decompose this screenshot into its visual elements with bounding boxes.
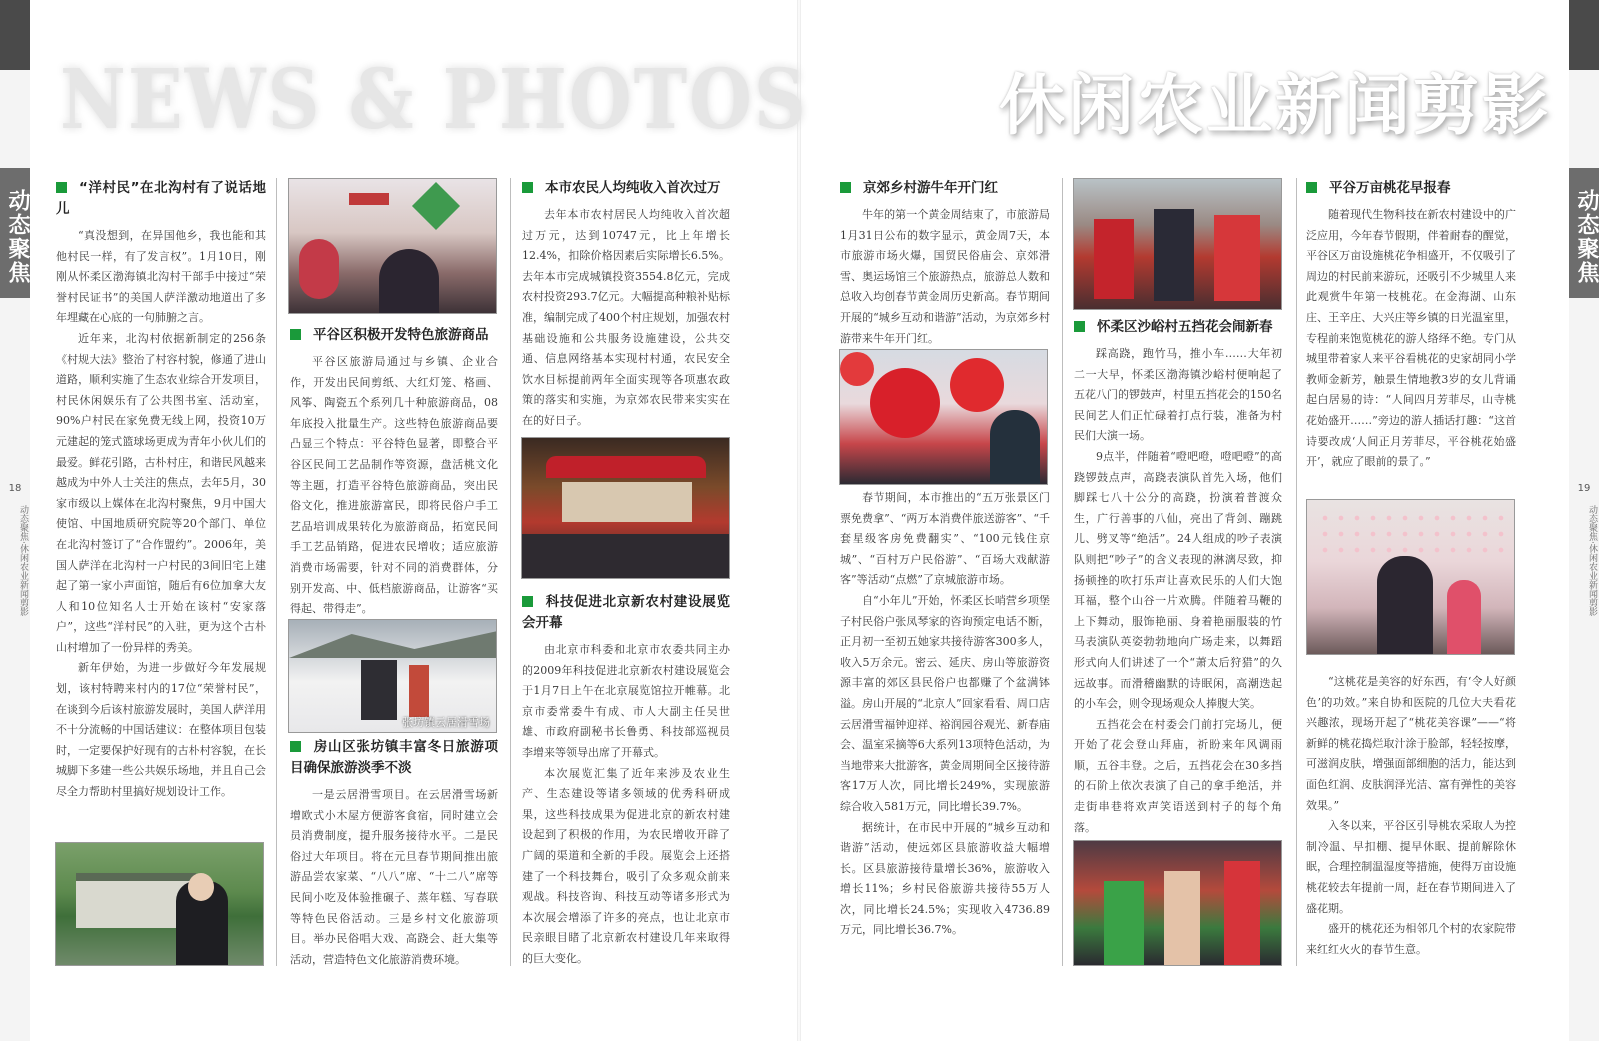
photo-face-shape xyxy=(188,873,214,901)
paragraph: 据统计，在市民中开展的“城乡互动和谐游”活动，使远郊区县旅游收益大幅增长。区县旅游接待量增长36%，旅游收入增长11%；乡村民俗旅游共接待55万人次，同比增长24.5%；实现收入4736.89万元，同比增长36.7%。 xyxy=(840,820,1050,937)
sidebar-top-block xyxy=(0,0,30,70)
bullet-square-icon xyxy=(1074,321,1085,332)
paragraph: 近年来，北沟村依据新制定的256条《村规大法》整治了村容村貌，修通了进山道路，顺利实施了生态农业综合开发项目，村民休闲娱乐有了公共图书室、活动室，90%户村民在家免费无线上网，投资10万元建起的笼式篮球场更成为青年小伙儿们的最爱。鲜花引路，古朴村庄，和谐民风越来越成为中外人士关注的焦点，去年5月，30家市级以上媒体在北沟村聚焦，9月中国大使馆、中国地质研究院等20个部门、单位在北沟村签订了“合作盟约”。2006年，美国人萨洋在北沟村一户村民的3间旧宅上建起了第一家小声面馆，随后有6位加拿大友人和10位知名人士开始在该村“安家落户”，这些“洋村民”的入驻，更为这个古朴山村增加了一份异样的秀美。 xyxy=(56,331,266,654)
photo-performer-shape xyxy=(1164,871,1200,966)
photo-person-shape xyxy=(990,410,1040,485)
bullet-square-icon xyxy=(56,182,67,193)
photo-sign-shape xyxy=(546,456,706,478)
running-title-right: 动态聚焦·休闲农业新闻剪影 xyxy=(1587,505,1597,616)
section-tab-left: 动态聚焦 xyxy=(0,168,30,298)
headline-text: 平谷区积极开发特色旅游商品 xyxy=(313,327,489,343)
column-divider xyxy=(1062,178,1063,966)
photo-peach-blossom xyxy=(1306,499,1515,655)
photo-stilt-performers xyxy=(1073,840,1282,966)
paragraph: 踩高跷，跑竹马，推小车……大年初二一大早，怀柔区渤海镇沙峪村便响起了五花八门的锣鼓声，村里五挡花会的150名民间艺人们正忙碌着打点行装，准备为村民们大演一场。 xyxy=(1074,347,1282,443)
photo-child-shape xyxy=(1447,580,1481,655)
bullet-square-icon xyxy=(290,741,301,752)
photo-lantern-shape xyxy=(870,368,940,438)
paragraph: 一是云居滑雪项目。在云居滑雪场新增欧式小木屋方便游客食宿，同时建立会员消费制度，提升服务接待水平。二是民俗过大年项目。将在元旦春节期间推出旅游品尝农家菜、“八八”席、“十二八”席等民间小吃及体验推碾子、蒸年糕、写春联等特色民俗活动。三是乡村文化旅游项目。举办民俗唱大戏、高跷会、赶大集等活动，营造特色文化旅游消费环境。 xyxy=(290,788,498,966)
article-shayu-festival xyxy=(1074,315,1282,838)
headline-text: “洋村民”在北沟村有了说话地儿 xyxy=(56,180,266,217)
gutter xyxy=(797,0,801,1041)
banner-english: NEWS & PHOTOS xyxy=(60,50,808,148)
photo-ski-resort xyxy=(288,619,497,733)
headline-text: 房山区张坊镇丰富冬日旅游项目确保旅游淡季不淡 xyxy=(290,739,498,776)
bullet-square-icon xyxy=(290,329,301,340)
photo-mountain-shape xyxy=(289,628,497,658)
bullet-square-icon xyxy=(1306,182,1317,193)
paragraph: 本次展览汇集了近年来涉及农业生产、生态建设等诸多领域的优秀科研成果，这些科技成果为促进北京的新农村建设起到了积极的作用，为农民增收开辟了广阔的渠道和全新的手段。展览会上还搭建了一个科技舞台，吸引了众多观众前来观战。科技咨询、科技互动等诸多形式为本次展会增添了许多的亮点，也让北京市民亲眼目睹了北京新农村建设几年来取得的巨大变化。 xyxy=(522,766,730,965)
bullet-square-icon xyxy=(522,596,533,607)
headline-text: 平谷万亩桃花早报春 xyxy=(1329,180,1451,196)
photo-foreigner-house xyxy=(55,842,264,966)
photo-woman-shape xyxy=(1377,556,1433,655)
paragraph: 随着现代生物科技在新农村建设中的广泛应用，今年春节假期，伴着耐春的醒觉，平谷区万亩设施桃花争相盛开，不仅吸引了周边的村民前来游玩，还吸引不少城里人来此观赏牛年第一枝桃花。在金海湖、山东庄、王辛庄、大兴庄等乡镇的日光温室里，专程前来饱览桃花的游人络绎不绝。专门从城里带着家人来平谷看桃花的史家胡同小学教师金新芳，触景生情地教3岁的女儿背诵起白居易的诗：“人间四月芳菲尽，山寺桃花始盛开……”旁边的游人插话打趣：“这首诗要改成‘人间正月芳菲尽，平谷桃花始盛开’，就应了眼前的景了。” xyxy=(1306,208,1516,469)
column-divider xyxy=(510,178,511,966)
article-tech-expo xyxy=(522,590,730,970)
photo-tourist-products xyxy=(288,178,497,314)
paragraph: 去年本市农村居民人均纯收入首次超过万元，达到10747元，比上年增长12.4%，扣除价格因素后实际增长6.5%。去年本市完成城镇投资3554.8亿元，完成农村投资293.7亿元。大幅提高种粮补贴标准，编制完成了400个村庄规划，加强农村基础设施和公共服务设施建设，公共交通、信息网络基本实现村村通，农民安全饮水目标提前两年全面实现等各项惠农政策的落实和实施，为京郊农民带来实实在在的好日子。 xyxy=(522,208,730,427)
photo-crowd-shape xyxy=(379,249,439,314)
paragraph: 新年伊始，为进一步做好今年发展规划，该村特聘来村内的17位“荣誉村民”，在谈到今后该村旅游发展时，美国人萨洋用不十分流畅的中国话建议：在整体项目包装时，一定要保护好现有的古朴村容貌，在长城脚下多建一些公共娱乐场地，并且自己会尽全力帮助村里搞好规划设计工作。 xyxy=(56,661,266,799)
photo-crowd-shape xyxy=(522,534,730,579)
paragraph: 盛开的桃花还为相邻几个村的农家院带来红红火火的春节生意。 xyxy=(1306,922,1516,956)
article-pinggu-products xyxy=(290,323,498,620)
page-number-right: 19 xyxy=(1577,483,1591,494)
headline-text: 本市农民人均纯收入首次过万 xyxy=(545,180,721,196)
paragraph: 春节期间，本市推出的“五万张景区门票免费拿”、“两万本消费伴旅送游客”、“千套星级客房免费翻实”、“100元钱住京城”、“百村万户民俗游”、“百场大戏献游客”等活动“点燃”了京城旅游市场。 xyxy=(840,491,1050,587)
paragraph: 自“小年儿”开始，怀柔区长哨营乡项堡子村民俗户张凤琴家的咨询预定电话不断，正月初一至初五她家共接待游客300多人，收入5万余元。密云、延庆、房山等旅游资源丰富的郊区县民俗户也都赚了个盆满钵溢。房山开展的“北京人”回家看看、周口店云居滑雪福钟迎祥、裕润园谷观光、新春庙会、温室采摘等6大系列13项特色活动，为当地带来大批游客，黄金周期间全区接待游客17万人次，同比增长249%，实现旅游综合收入581万元，同比增长39.7%。 xyxy=(840,593,1050,813)
page-number-left: 18 xyxy=(8,483,22,494)
running-title-left: 动态聚焦·休闲农业新闻剪影 xyxy=(18,505,28,616)
photo-performer-shape xyxy=(1224,861,1260,966)
photo-performer-shape xyxy=(1154,209,1194,301)
headline xyxy=(522,178,730,199)
paragraph: “真没想到，在异国他乡，我也能和其他村民一样，有了发言权”。1月10日，刚刚从怀柔区渤海镇北沟村干部手中接过“荣誉村民证书”的美国人萨洋激动地道出了多年埋藏在心底的一句肺腑之言。 xyxy=(56,229,266,325)
photo-expo-entrance xyxy=(521,437,730,579)
headline xyxy=(1306,178,1516,199)
banner-chinese: 休闲农业新闻剪影 xyxy=(999,66,1551,144)
headline xyxy=(290,737,498,779)
headline xyxy=(56,178,266,220)
headline xyxy=(522,592,730,634)
paragraph: 牛年的第一个黄金周结束了，市旅游局1月31日公布的数字显示，黄金周7天，本市旅游市场火爆，国贸民俗庙会、京郊滑雪、奥运场馆三个旅游热点，旅游总人数和总收入均创春节黄金周历史新高。春节期间开展的“城乡互动和谐游”活动，为京郊乡村游带来牛年开门红。 xyxy=(840,208,1050,345)
article-rural-tourism xyxy=(840,176,1050,349)
paragraph: 9点半，伴随着“噔吧噔，噔吧噔”的高跷锣鼓点声，高跷表演队首先入场，他们脚踩七八十公分的高跷，扮演着普渡众生，广行善事的八仙，亮出了背剑、蹦跳儿、劈叉等“绝活”。24人组成的吵子表演队则把“吵子”的含义表现的淋漓尽致，抑扬顿挫的吹打乐声让喜欢民乐的人们大饱耳福，整个山谷一片欢腾。伴随着马鞭的上下舞动，服饰艳丽、身着艳丽服装的竹马表演队英姿勃勃地向广场走来，以舞蹈形式向人们讲述了一个“萧太后狩猎”的久远故事。而滑稽幽默的诗眠闲，高潮迭起的小车会，则令现场观众人捧腹大笑。 xyxy=(1074,449,1282,711)
headline xyxy=(840,178,1050,199)
paragraph: 五挡花会在村委会门前打完场儿，便开始了花会登山拜庙，祈盼来年风调雨顺，五谷丰登。之后，五挡花会在30多挡的石阶上依次表演了自己的拿手绝活，并走街串巷将欢声笑语送到村子的每个角落。 xyxy=(1074,717,1282,834)
bullet-square-icon xyxy=(522,182,533,193)
article-yangcunmin xyxy=(56,176,266,803)
photo-village-parade xyxy=(1073,178,1282,310)
photo-skier-shape xyxy=(409,665,429,717)
article-farmer-income xyxy=(522,176,730,432)
paragraph: 由北京市科委和北京市农委共同主办的2009年科技促进北京新农村建设展览会于1月7日上午在北京展览馆拉开帷幕。北京市委常委牛有成、市人大副主任吴世雄、市政府副秘书长鲁勇、科技部巡视员李增来等领导出席了开幕式。 xyxy=(522,643,730,759)
left-sidebar xyxy=(0,0,30,1041)
paragraph: 入冬以来，平谷区引导桃农采取人为控制冷温、早扣棚、提早休眠、提前解除休眠，合理控制温湿度等措施，使得万亩设施桃花较去年提前一周，赶在春节期间进入了盛花期。 xyxy=(1306,819,1516,915)
paragraph: “这桃花是美容的好东西，有‘令人好颜色’的功效。”来自协和医院的几位大夫看花兴趣浓，现场开起了“桃花美容课”——“将新鲜的桃花捣烂取汁涂于脸部，轻轻按摩，可滋润皮肤，增强面部细胞的活力，能达到面色红润、皮肤润泽光洁、富有弹性的美容效果。” xyxy=(1306,675,1516,812)
photo-skier-shape xyxy=(361,660,397,720)
sidebar-top-block xyxy=(1569,0,1599,70)
article-peach-blossom xyxy=(1306,176,1516,473)
photo-lantern-shape xyxy=(299,239,339,299)
photo-red-lanterns xyxy=(839,349,1048,485)
bullet-square-icon xyxy=(840,182,851,193)
headline-text: 怀柔区沙峪村五挡花会闹新春 xyxy=(1097,319,1273,335)
right-sidebar xyxy=(1569,0,1599,1041)
article-fangshan-winter xyxy=(290,735,498,970)
headline xyxy=(290,325,498,346)
article-peach-blossom-cont xyxy=(1306,672,1516,960)
photo-kite-shape xyxy=(349,193,389,205)
headline-text: 京郊乡村游牛年开门红 xyxy=(863,180,998,196)
photo-kite-shape xyxy=(412,182,460,230)
headline xyxy=(1074,317,1282,338)
column-divider xyxy=(276,178,277,966)
column-divider xyxy=(1296,178,1297,966)
photo-booth-shape xyxy=(562,482,692,522)
photo-performer-shape xyxy=(1214,215,1260,301)
photo-caption: 张坊镇云居滑雪场 xyxy=(402,716,490,729)
photo-lantern-shape xyxy=(950,358,1004,412)
paragraph: 平谷区旅游局通过与乡镇、企业合作，开发出民间剪纸、大红灯笼、格画、风筝、陶瓷五个系列几十种旅游商品，08年底投入批量生产。这些特色旅游商品要凸显三个特点：平谷特色显著，即整合平谷区民间工艺品制作等资源，盘活桃文化等主题，打造平谷特色旅游商品，突出民俗文化，推进旅游富民，即将民俗户手工艺品培训成果转化为旅游商品，拓宽民间手工艺品销路，促进农民增收；适应旅游消费市场需要，针对不同的消费群体，分别开发高、中、低档旅游商品，让游客“买得起、带得走”。 xyxy=(290,355,498,616)
photo-blossom-shape xyxy=(1317,510,1507,560)
photo-performer-shape xyxy=(1104,881,1144,966)
photo-lantern-shape xyxy=(840,352,874,386)
photo-performer-shape xyxy=(1094,219,1134,299)
section-tab-right: 动态聚焦 xyxy=(1569,168,1599,298)
headline-text: 科技促进北京新农村建设展览会开幕 xyxy=(522,594,730,631)
article-rural-tourism-cont xyxy=(840,488,1050,941)
